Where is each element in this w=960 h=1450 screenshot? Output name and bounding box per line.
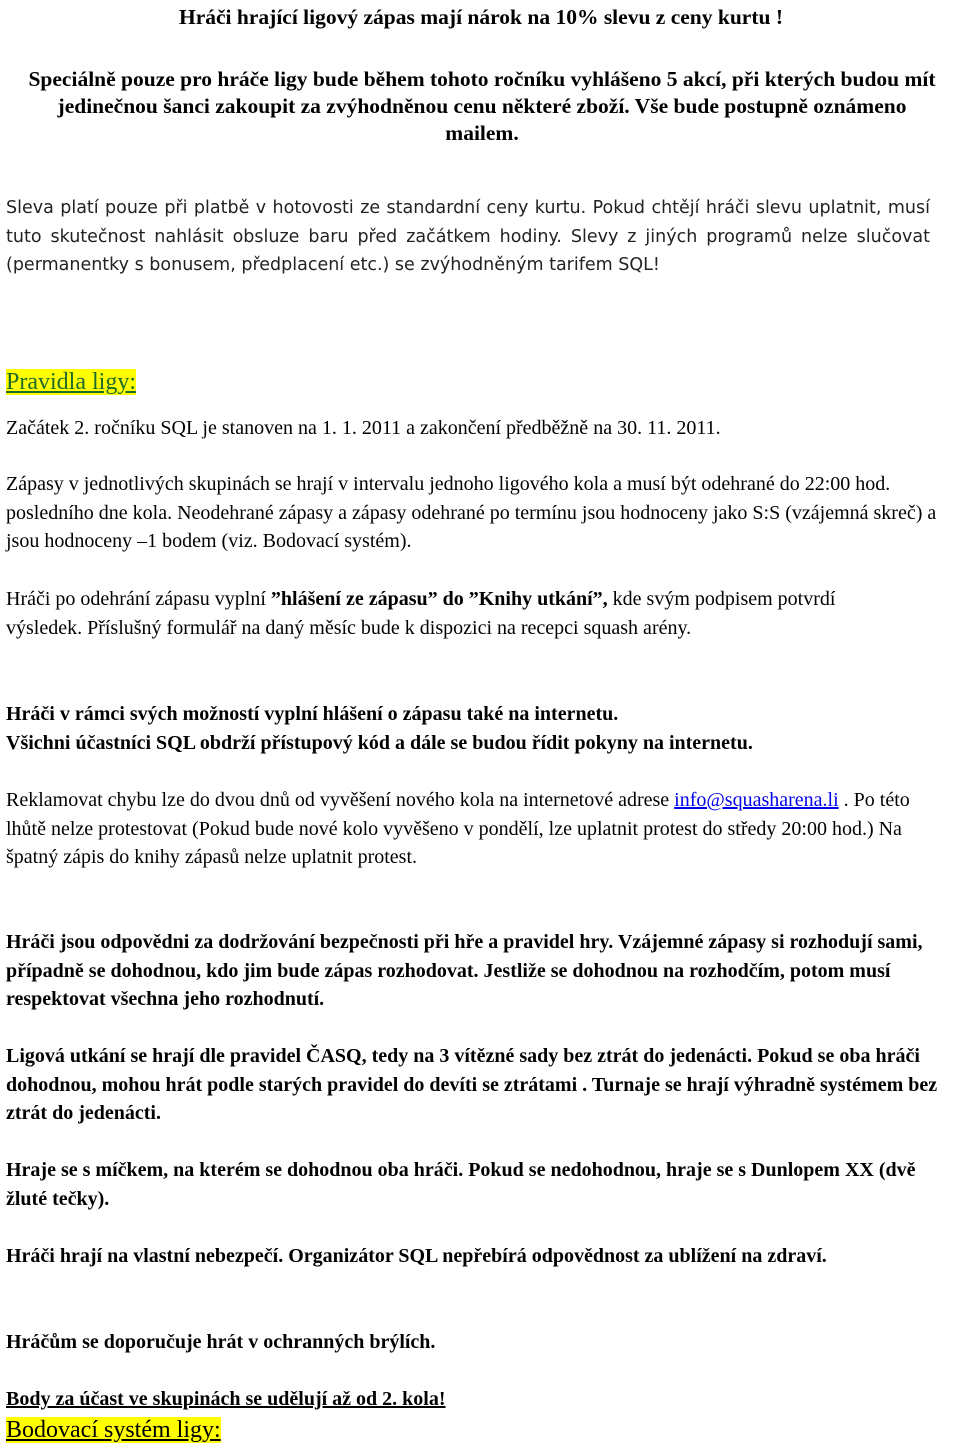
discount-conditions: Sleva platí pouze při platbě v hotovosti ze standardní ceny kurtu. Pokud chtějí hráči slevu uplatnit, musí tuto skutečnost nahlásit obsluze baru před začátkem hodiny. Slevy z jiných programů nelze slučovat (permanentky s bonusem, předplacení etc.) se zvýhodněným tarifem SQL! (6, 198, 930, 275)
discount-notice (6, 4, 956, 31)
report-text-post: kde svým podpisem potvrdí výsledek. Příslušný formulář na daný měsíc bude k dispozici na recepci squash arény. (6, 588, 836, 639)
special-offer-notice: Speciálně pouze pro hráče ligy bude během tohoto ročníku vyhlášeno 5 akcí, při kterých budou mít jedinečnou šanci zakoupit za zvýhodněnou cenu některé zboží. Vše bude postupně oznámeno mailem. (28, 67, 936, 145)
match-report-paragraph (6, 585, 906, 642)
glasses-paragraph: Hráčům se doporučuje hrát v ochranných brýlích. (6, 1331, 436, 1353)
rules-heading-text: Pravidla ligy: (6, 369, 136, 395)
match-rules-paragraph: Zápasy v jednotlivých skupinách se hrají v intervalu jednoho ligového kola a musí být odehrané do 22:00 hod. posledního dne kola. Neodehrané zápasy a zápasy odehrané po termínu jsou hodnoceny jako S:S (vzájemná skreč) a jsou hodnoceny –1 bodem (viz. Bodovací systém). (6, 473, 937, 552)
scoring-heading-text: Bodovací systém ligy: (6, 1417, 221, 1443)
points-paragraph: Body za účast ve skupinách se udělují až od 2. kola! (6, 1388, 446, 1410)
internet-report-paragraph (6, 700, 956, 757)
internet-line-1: Hráči v rámci svých možností vyplní hlášení o zápasu také na internetu. (6, 703, 619, 725)
rules-heading (6, 367, 956, 397)
report-text-bold: ”hlášení ze zápasu” do ”Knihy utkání”, (270, 588, 608, 610)
internet-line-2: Všichni účastníci SQL obdrží přístupový kód a dále se budou řídit pokyny na internetu. (6, 731, 753, 754)
scoring-heading (6, 1415, 956, 1445)
ball-paragraph: Hraje se s míčkem, na kterém se dohodnou oba hráči. Pokud se nedohodnou, hraje se s Dunlopem XX (dvě žluté tečky). (6, 1159, 916, 1210)
season-dates: Začátek 2. ročníku SQL je stanoven na 1. 1. 2011 a zakončení předběžně na 30. 11. 2011. (6, 417, 721, 439)
report-text-pre: Hráči po odehrání zápasu vyplní (6, 588, 271, 610)
email-link[interactable]: info@squasharena.li (674, 789, 839, 811)
complaint-text-pre: Reklamovat chybu lze do dvou dnů od vyvěšení nového kola na internetové adrese (6, 789, 675, 811)
risk-paragraph: Hráči hrají na vlastní nebezpečí. Organizátor SQL nepřebírá odpovědnost za ublížení na zdraví. (6, 1245, 827, 1267)
discount-line-1: Hráči hrající ligový zápas mají nárok na 10% slevu z ceny kurtu ! (179, 5, 783, 29)
casq-rules-paragraph: Ligová utkání se hrají dle pravidel ČASQ, tedy na 3 vítězné sady bez ztrát do jedenácti. Pokud se oba hráči dohodnou, mohou hrát podle starých pravidel do devíti se ztrátami . Turnaje se hrají výhradně systémem bez ztrát do jedenácti. (6, 1045, 938, 1124)
complaint-paragraph (6, 786, 916, 872)
complaint-text-post: . Po této lhůtě nelze protestovat (Pokud bude nové kolo vyvěšeno v pondělí, lze uplatnit protest do středy 20:00 hod.) Na špatný zápis do knihy zápasů nelze uplatnit protest. (6, 789, 910, 868)
safety-paragraph: Hráči jsou odpovědni za dodržování bezpečnosti při hře a pravidel hry. Vzájemné zápasy si rozhodují sami, případně se dohodnou, kdo jim bude zápas rozhodovat. Jestliže se dohodnou na rozhodčím, potom musí respektovat všechna jeho rozhodnutí. (6, 931, 923, 1010)
